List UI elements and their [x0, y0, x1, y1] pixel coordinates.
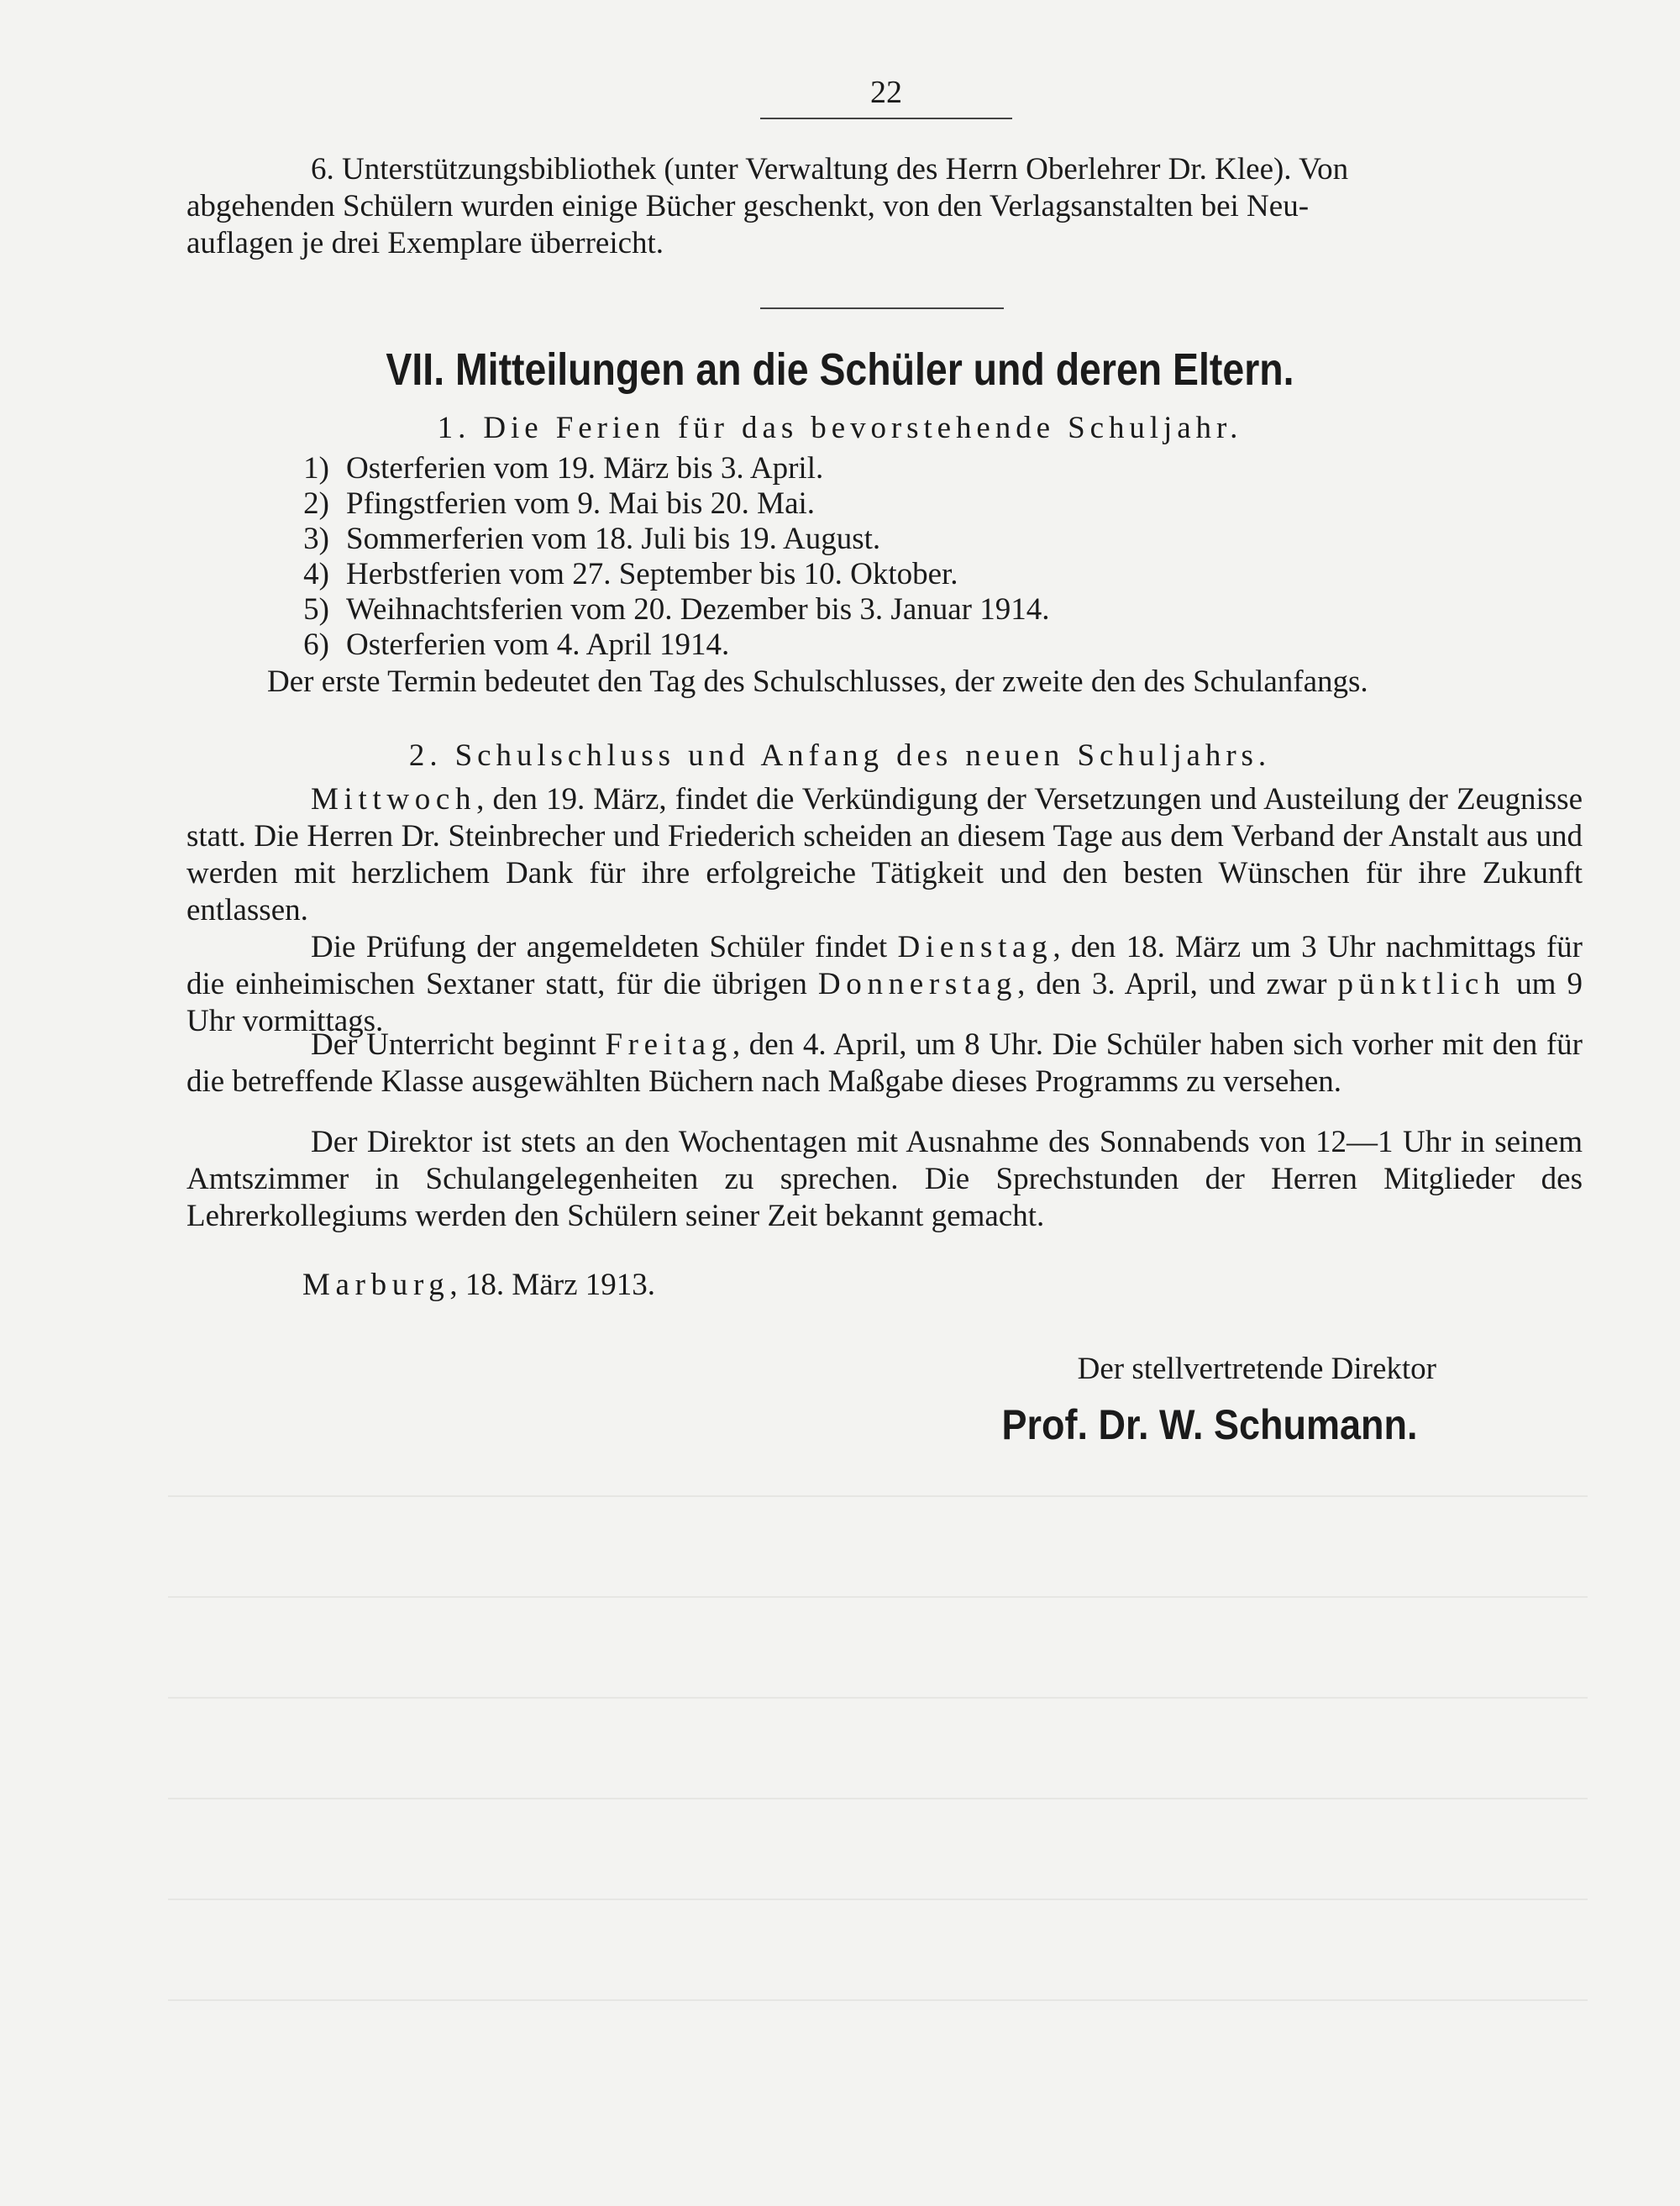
ferien-item [252, 521, 1344, 556]
schulschluss-title: 2. Schulschluss und Anfang des neuen Schuljahrs. [408, 738, 1272, 773]
date-text: , 18. März 1913. [449, 1268, 655, 1302]
weekday-emphasis: Mittwoch [311, 782, 477, 817]
paragraph-text: , den 19. März, findet die Verkündigung der Versetzungen und Austeilung der Zeugnisse statt. Die Herren Dr. Steinbrecher und Friederich scheiden an diesem Tage aus dem Verband der Anstalt aus und werden mit herzlichem Dank für ihre erfolgreiche Tätigkeit und den besten Wünschen für ihre Zukunft entlassen. [186, 782, 1583, 927]
section-6-line-3: auflagen je drei Exemplare überreicht. [186, 226, 664, 260]
item-number: 2) [303, 486, 329, 521]
ferien-item [252, 556, 1344, 591]
item-number: 5) [303, 592, 329, 627]
paragraph-text: um 9 Uhr vormittags. [186, 967, 1583, 1038]
ferien-list [252, 450, 1344, 662]
page-number: 22 [870, 75, 902, 110]
ferien-item [252, 450, 1344, 486]
bleed-through-line [168, 1697, 1588, 1699]
paragraph-text: , den 3. April, und zwar [1017, 967, 1338, 1001]
bleed-through-line [168, 1899, 1588, 1900]
ferien-note: Der erste Termin bedeutet den Tag des Schulschlusses, der zweite den des Schulanfangs. [267, 664, 1368, 699]
item-text: Herbstferien vom 27. September bis 10. Oktober. [346, 557, 958, 591]
ferien-title: 1. Die Ferien für das bevorstehende Schuljahr. [437, 411, 1243, 445]
item-text: Osterferien vom 4. April 1914. [346, 628, 730, 662]
bleed-through-line [168, 1495, 1588, 1497]
emphasis-text: pünktlich [1337, 967, 1506, 1001]
item-text: Weihnachtsferien vom 20. Dezember bis 3. Januar 1914. [346, 592, 1050, 627]
paragraph-pruefung [186, 929, 1583, 1040]
section-divider [760, 307, 1004, 309]
signature-role: Der stellvertretende Direktor [1077, 1352, 1436, 1386]
paragraph-text: , den 18. März um 3 Uhr nachmittags für die einheimischen Sextaner statt, für die übrigen [186, 930, 1583, 1001]
place-name: Marburg [302, 1268, 450, 1302]
item-number: 4) [303, 557, 329, 591]
paragraph-text: Der Unterricht beginnt [311, 1027, 606, 1062]
paragraph-verkuendigung [186, 781, 1583, 929]
header-rule [760, 118, 1012, 119]
section-6-paragraph [186, 151, 1583, 262]
weekday-emphasis: Freitag [605, 1027, 732, 1062]
item-number: 1) [303, 451, 329, 486]
item-number: 6) [303, 628, 329, 662]
weekday-emphasis: Donnerstag [817, 967, 1018, 1001]
item-text: Pfingstferien vom 9. Mai bis 20. Mai. [346, 486, 816, 521]
paragraph-unterricht [186, 1027, 1583, 1100]
bleed-through-line [168, 1999, 1588, 2001]
ferien-item [252, 591, 1344, 627]
section-6-line-2: abgehenden Schülern wurden einige Bücher geschenkt, von den Verlagsanstalten bei Neu- [186, 189, 1310, 223]
ferien-item [252, 627, 1344, 662]
paragraph-text: Die Prüfung der angemeldeten Schüler findet [311, 930, 898, 964]
item-text: Sommerferien vom 18. Juli bis 19. August. [346, 522, 881, 556]
bleed-through-line [168, 1596, 1588, 1598]
ferien-item [252, 486, 1344, 521]
section-6-line-1: 6. Unterstützungsbibliothek (unter Verwaltung des Herrn Oberlehrer Dr. Klee). Von [311, 152, 1349, 186]
item-text: Osterferien vom 19. März bis 3. April. [346, 451, 824, 486]
paragraph-direktor: Der Direktor ist stets an den Wochentagen mit Ausnahme des Sonnabends von 12—1 Uhr in seinem Amtszimmer in Schulangelegenheiten zu sprechen. Die Sprechstunden der Herren Mitglieder des Lehrerkollegiums werden den Schülern seiner Zeit bekannt gemacht. [186, 1125, 1583, 1233]
weekday-emphasis: Dienstag [897, 930, 1053, 964]
signature-name: Prof. Dr. W. Schumann. [1001, 1401, 1418, 1448]
paragraph-text: , den 4. April, um 8 Uhr. Die Schüler haben sich vorher mit den für die betreffende Klasse ausgewählten Büchern nach Maßgabe dieses Programms zu versehen. [186, 1027, 1583, 1099]
bleed-through-line [168, 1798, 1588, 1799]
place-date-line [302, 1267, 655, 1304]
section-heading: VII. Mitteilungen an die Schüler und deren Eltern. [386, 344, 1294, 395]
item-number: 3) [303, 522, 329, 556]
